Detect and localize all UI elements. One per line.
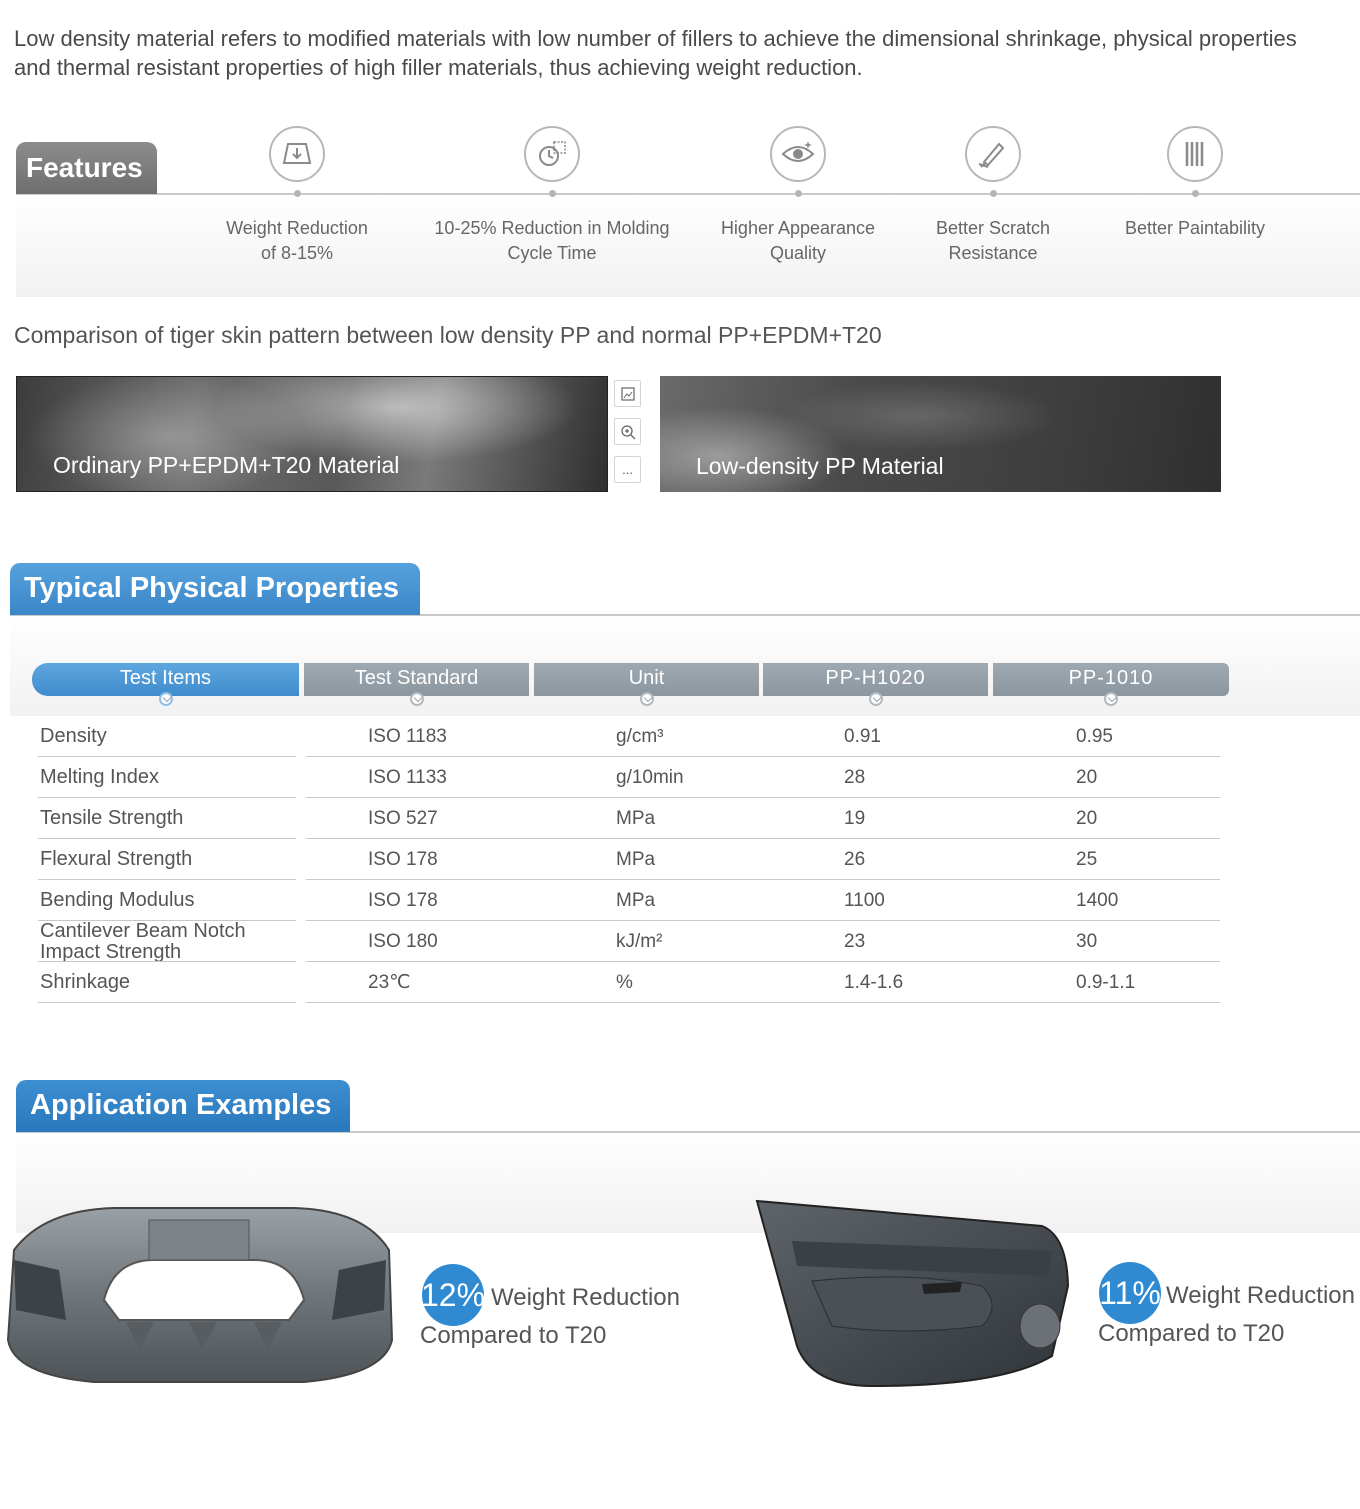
feature-dot xyxy=(294,190,301,197)
table-row xyxy=(0,880,1360,921)
header-pp-1010 xyxy=(993,663,1229,696)
cell-test-standard: ISO 527 xyxy=(368,807,438,829)
chevron-down-icon xyxy=(869,692,883,706)
cell-test-standard: 23℃ xyxy=(368,972,411,993)
cell-test-item: Shrinkage xyxy=(40,971,131,993)
cell-test-standard: ISO 178 xyxy=(368,848,438,870)
header-label: PP-H1020 xyxy=(825,667,926,689)
cell-test-standard: ISO 1133 xyxy=(368,766,447,788)
cell-pp-h1020: 1100 xyxy=(844,889,885,911)
eye-icon xyxy=(770,126,826,182)
app-headline: Weight Reduction xyxy=(491,1284,680,1311)
cell-pp-1010: 20 xyxy=(1076,807,1098,829)
header-label: Test Items xyxy=(119,667,212,689)
zoom-in-icon[interactable] xyxy=(614,418,641,445)
percent-badge: 12% xyxy=(422,1264,484,1326)
low-density-material-caption: Low-density PP Material xyxy=(696,453,944,479)
table-row xyxy=(0,839,1360,880)
cell-test-standard: ISO 178 xyxy=(368,889,438,911)
intro-paragraph: Low density material refers to modified materials with low number of fillers to achieve the dimensional shrinkage, physical properties and thermal resistant properties of high filler materials, thus achieving weight reduction. xyxy=(14,26,1297,80)
cell-pp-1010: 0.9-1.1 xyxy=(1076,971,1136,993)
chevron-down-icon xyxy=(410,692,424,706)
chevron-down-icon xyxy=(159,692,173,706)
ordinary-material-swatch xyxy=(16,376,608,492)
cell-pp-1010: 20 xyxy=(1076,766,1098,788)
feature-label-line2: Quality xyxy=(769,243,827,263)
cycle-time-icon xyxy=(524,126,580,182)
bumper-image xyxy=(4,1190,396,1390)
feature-label: Better Paintability xyxy=(1124,218,1266,238)
low-density-material-swatch xyxy=(660,376,1221,492)
feature-label: Weight Reduction xyxy=(226,218,368,238)
table-row xyxy=(0,716,1360,757)
comparison-title: Comparison of tiger skin pattern between low density PP and normal PP+EPDM+T20 xyxy=(14,322,882,348)
cell-test-item: Flexural Strength xyxy=(40,848,193,870)
app-subtext: Compared to T20 xyxy=(1098,1320,1285,1347)
chevron-down-icon xyxy=(1104,692,1118,706)
app-subtext: Compared to T20 xyxy=(420,1322,607,1349)
header-pp-h1020 xyxy=(763,663,988,696)
cell-test-item: Tensile Strength xyxy=(40,807,184,829)
app-headline: Weight Reduction xyxy=(1166,1282,1355,1309)
header-label: PP-1010 xyxy=(1068,667,1154,689)
feature-weight-reduction xyxy=(167,126,427,266)
more-options-button[interactable]: ... xyxy=(614,456,641,483)
table-row xyxy=(0,798,1360,839)
cell-unit: MPa xyxy=(616,848,656,870)
door-panel-image xyxy=(752,1196,1072,1392)
cell-pp-1010: 25 xyxy=(1076,848,1098,870)
feature-label: Better Scratch xyxy=(935,218,1051,238)
cell-pp-1010: 1400 xyxy=(1076,889,1119,911)
cell-pp-1010: 0.95 xyxy=(1076,725,1113,747)
table-row xyxy=(0,962,1360,1003)
header-unit xyxy=(534,663,759,696)
chevron-down-icon xyxy=(640,692,654,706)
weight-icon xyxy=(269,126,325,182)
cell-pp-h1020: 19 xyxy=(844,807,866,829)
cell-test-item: Melting Index xyxy=(40,766,159,788)
feature-label-line2: Cycle Time xyxy=(507,243,597,263)
cell-pp-h1020: 1.4-1.6 xyxy=(844,971,904,993)
cell-unit: kJ/m² xyxy=(616,930,663,952)
cell-pp-h1020: 28 xyxy=(844,766,866,788)
cell-unit: MPa xyxy=(616,889,656,911)
cell-unit: g/cm³ xyxy=(616,725,664,747)
cell-unit: % xyxy=(616,971,633,993)
cell-test-item: Density xyxy=(40,725,107,747)
features-tab: Features xyxy=(16,142,157,194)
cell-pp-h1020: 23 xyxy=(844,930,866,952)
table-row xyxy=(0,757,1360,798)
cell-test-standard: ISO 1183 xyxy=(368,725,447,747)
header-label: Test Standard xyxy=(354,667,479,689)
header-label: Unit xyxy=(628,667,665,689)
cell-test-item: Cantilever Beam Notch Impact Strength xyxy=(40,919,246,963)
paint-icon xyxy=(1167,126,1223,182)
applications-tab: Application Examples xyxy=(16,1080,350,1132)
feature-cycle-time xyxy=(422,126,682,266)
feature-dot xyxy=(990,190,997,197)
table-row xyxy=(0,921,1360,962)
cell-pp-1010: 30 xyxy=(1076,930,1098,952)
image-toolbox xyxy=(614,380,642,494)
percent-badge: 11% xyxy=(1099,1262,1161,1324)
cell-unit: MPa xyxy=(616,807,656,829)
row-divider xyxy=(38,1002,296,1003)
feature-dot xyxy=(549,190,556,197)
feature-label-line2: Resistance xyxy=(948,243,1038,263)
scratch-icon xyxy=(965,126,1021,182)
row-divider xyxy=(306,1002,1220,1003)
feature-dot xyxy=(1192,190,1199,197)
image-view-icon[interactable] xyxy=(614,380,641,407)
feature-label: 10-25% Reduction in Molding xyxy=(434,218,670,238)
header-test-items xyxy=(32,663,299,696)
feature-dot xyxy=(795,190,802,197)
cell-pp-h1020: 0.91 xyxy=(844,725,881,747)
cell-test-item: Bending Modulus xyxy=(40,889,195,911)
header-test-standard xyxy=(304,663,529,696)
properties-tab: Typical Physical Properties xyxy=(10,563,420,615)
feature-label-line2: of 8-15% xyxy=(260,243,334,263)
cell-test-standard: ISO 180 xyxy=(368,930,438,952)
cell-unit: g/10min xyxy=(616,766,684,788)
feature-paintability xyxy=(1065,126,1325,241)
ordinary-material-caption: Ordinary PP+EPDM+T20 Material xyxy=(53,452,400,478)
feature-label: Higher Appearance xyxy=(720,218,876,238)
cell-pp-h1020: 26 xyxy=(844,848,866,870)
